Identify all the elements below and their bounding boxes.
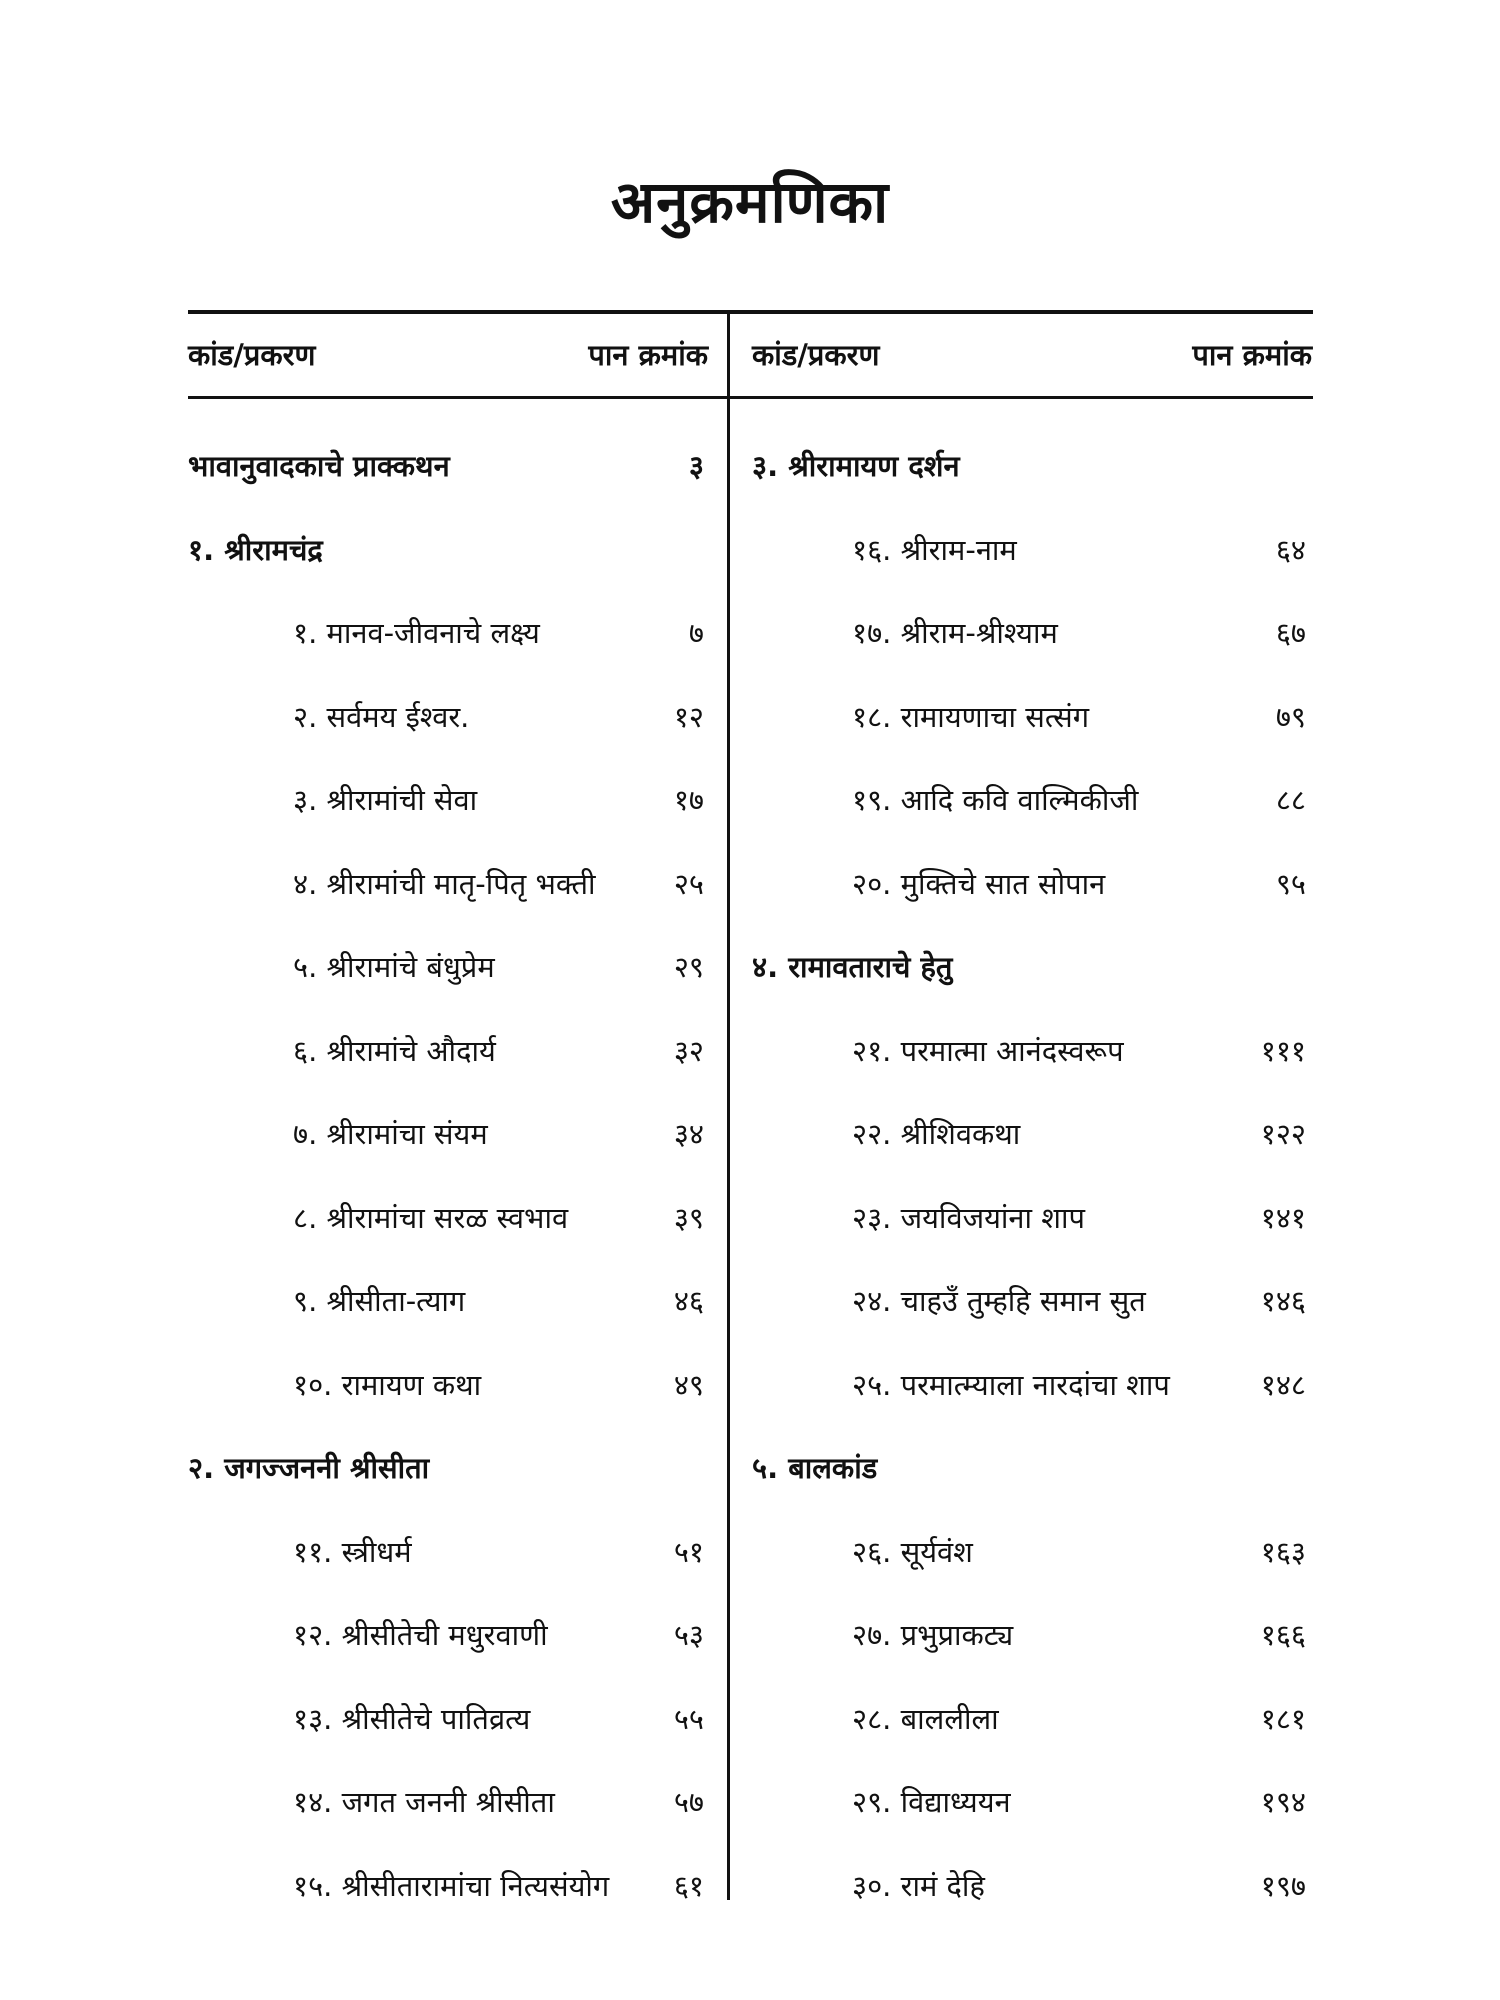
toc-entry-label: २. जगज्जननी श्रीसीता (188, 1451, 430, 1486)
toc-entry-page: ४९ (673, 1367, 704, 1402)
toc-entry (188, 1009, 708, 1093)
toc-entry (188, 508, 708, 592)
toc-entry (752, 591, 1312, 675)
toc-entry (188, 1176, 708, 1260)
toc-entry (752, 1426, 1312, 1510)
toc-entry (752, 508, 1312, 592)
toc-entry-page: ५३ (673, 1618, 704, 1653)
toc-entry-label: १. मानव-जीवनाचे लक्ष्य (293, 616, 540, 651)
toc-entry-label: २१. परमात्मा आनंदस्वरूप (852, 1033, 1124, 1068)
toc-entry-page: १११ (1260, 1033, 1306, 1068)
right-column (752, 312, 1312, 1903)
toc-entry-label: १. श्रीरामचंद्र (188, 532, 323, 567)
toc-entry-label: ४. रामावताराचे हेतु (752, 950, 953, 985)
toc-entry-page: ७ (688, 616, 704, 651)
left-header-row (188, 312, 708, 396)
toc-entry-label: ५. श्रीरामांचे बंधुप्रेम (293, 950, 495, 985)
toc-entry-label: १०. रामायण कथा (293, 1367, 482, 1402)
toc-entry (752, 1343, 1312, 1427)
toc-entry-label: ३. श्रीरामायण दर्शन (752, 449, 960, 484)
left-entry-list (188, 424, 708, 1927)
toc-entry-page: १२२ (1260, 1117, 1306, 1152)
toc-entry-page: १२ (673, 699, 704, 734)
toc-entry (752, 424, 1312, 508)
left-header-page: पान क्रमांक (588, 337, 708, 372)
toc-entry (752, 1259, 1312, 1343)
toc-entry-label: २०. मुक्तिचे सात सोपान (852, 866, 1106, 901)
toc-entry-label: ७. श्रीरामांचा संयम (293, 1117, 488, 1152)
toc-entry-label: १३. श्रीसीतेचे पातिव्रत्य (293, 1701, 531, 1736)
toc-entry-page: १९४ (1260, 1785, 1306, 1820)
toc-entry-label: ८. श्रीरामांचा सरळ स्वभाव (293, 1200, 569, 1235)
toc-entry-page: ४६ (673, 1284, 704, 1319)
toc-entry-label: ११. स्त्रीधर्म (293, 1534, 412, 1569)
toc-entry-page: १४८ (1260, 1367, 1306, 1402)
toc-entry-page: ५१ (673, 1534, 704, 1569)
toc-entry (188, 675, 708, 759)
left-header-section: कांड/प्रकरण (188, 337, 316, 372)
toc-entry-page: १९७ (1260, 1868, 1306, 1903)
toc-entry (752, 842, 1312, 926)
toc-entry (188, 1593, 708, 1677)
toc-entry-label: २३. जयविजयांना शाप (852, 1200, 1085, 1235)
toc-entry (752, 1760, 1312, 1844)
toc-entry (752, 1593, 1312, 1677)
toc-entry-page: ३ (688, 449, 704, 484)
toc-entry-page: ३२ (673, 1033, 704, 1068)
toc-entry-label: २२. श्रीशिवकथा (852, 1117, 1021, 1152)
toc-entry (188, 1092, 708, 1176)
toc-entry-label: १२. श्रीसीतेची मधुरवाणी (293, 1618, 548, 1653)
toc-entry (752, 1092, 1312, 1176)
toc-entry-label: २७. प्रभुप्राकट्य (852, 1618, 1014, 1653)
toc-entry (752, 1510, 1312, 1594)
toc-entry-page: १६३ (1260, 1534, 1306, 1569)
right-header-page: पान क्रमांक (1192, 337, 1312, 372)
toc-entry-label: १४. जगत जननी श्रीसीता (293, 1785, 555, 1820)
toc-entry-label: ९. श्रीसीता-त्याग (293, 1284, 466, 1319)
toc-entry-page: ६१ (673, 1868, 704, 1903)
toc-entry-label: १६. श्रीराम-नाम (852, 532, 1017, 567)
toc-entry (752, 1677, 1312, 1761)
toc-entry-label: १७. श्रीराम-श्रीश्याम (852, 616, 1058, 651)
toc-entry (188, 1510, 708, 1594)
toc-entry-label: ५. बालकांड (752, 1451, 878, 1486)
toc-entry-page: १८१ (1260, 1701, 1306, 1736)
toc-entry-page: ३४ (673, 1117, 704, 1152)
right-entry-list (752, 424, 1312, 1927)
toc-entry-label: २८. बाललीला (852, 1701, 999, 1736)
toc-entry (188, 1343, 708, 1427)
toc-entry (752, 925, 1312, 1009)
toc-entry-page: ५५ (673, 1701, 704, 1736)
toc-entry (752, 1009, 1312, 1093)
toc-entry-label: १८. रामायणाचा सत्संग (852, 699, 1090, 734)
toc-entry-page: २५ (673, 866, 704, 901)
toc-entry-label: भावानुवादकाचे प्राक्कथन (188, 449, 450, 484)
toc-entry-page: ६७ (1275, 616, 1306, 651)
toc-entry-label: २९. विद्याध्ययन (852, 1785, 1011, 1820)
toc-entry-page: ९५ (1275, 866, 1306, 901)
toc-entry (188, 1760, 708, 1844)
toc-entry (188, 591, 708, 675)
column-divider (727, 310, 730, 1900)
toc-entry-page: ५७ (673, 1785, 704, 1820)
toc-entry-page: १४१ (1260, 1200, 1306, 1235)
toc-entry (752, 675, 1312, 759)
right-header-row (752, 312, 1312, 396)
header-rule (188, 396, 1313, 399)
toc-entry-page: १४६ (1260, 1284, 1306, 1319)
toc-entry-label: १५. श्रीसीतारामांचा नित्यसंयोग (293, 1868, 610, 1903)
right-header-section: कांड/प्रकरण (752, 337, 880, 372)
toc-entry-label: २६. सूर्यवंश (852, 1534, 973, 1569)
toc-entry-label: ४. श्रीरामांची मातृ-पितृ भक्ती (293, 866, 596, 901)
toc-entry (188, 758, 708, 842)
toc-entry-page: १६६ (1260, 1618, 1306, 1653)
toc-entry (188, 1259, 708, 1343)
toc-entry-page: ३९ (673, 1200, 704, 1235)
toc-entry-label: २. सर्वमय ईश्वर. (293, 699, 470, 734)
page-title: अनुक्रमणिका (610, 168, 890, 236)
toc-entry (188, 1426, 708, 1510)
toc-entry-label: ६. श्रीरामांचे औदार्य (293, 1033, 496, 1068)
toc-entry-page: ७९ (1275, 699, 1306, 734)
toc-entry-label: ३. श्रीरामांची सेवा (293, 783, 478, 818)
toc-entry-label: १९. आदि कवि वाल्मिकीजी (852, 783, 1139, 818)
toc-entry-label: २५. परमात्म्याला नारदांचा शाप (852, 1367, 1170, 1402)
toc-entry (752, 1844, 1312, 1928)
toc-entry (188, 842, 708, 926)
toc-entry-page: ६४ (1275, 532, 1306, 567)
toc-entry (188, 925, 708, 1009)
toc-entry (752, 758, 1312, 842)
left-column (188, 312, 708, 1903)
toc-entry-page: ८८ (1275, 783, 1306, 818)
toc-entry-page: २९ (673, 950, 704, 985)
toc-entry-page: १७ (673, 783, 704, 818)
toc-entry (188, 1677, 708, 1761)
toc-entry (188, 1844, 708, 1928)
toc-entry (752, 1176, 1312, 1260)
toc-entry (188, 424, 708, 508)
toc-entry-label: २४. चाहउँ तुम्हहि समान सुत (852, 1284, 1146, 1319)
toc-entry-label: ३०. रामं देहि (852, 1868, 985, 1903)
